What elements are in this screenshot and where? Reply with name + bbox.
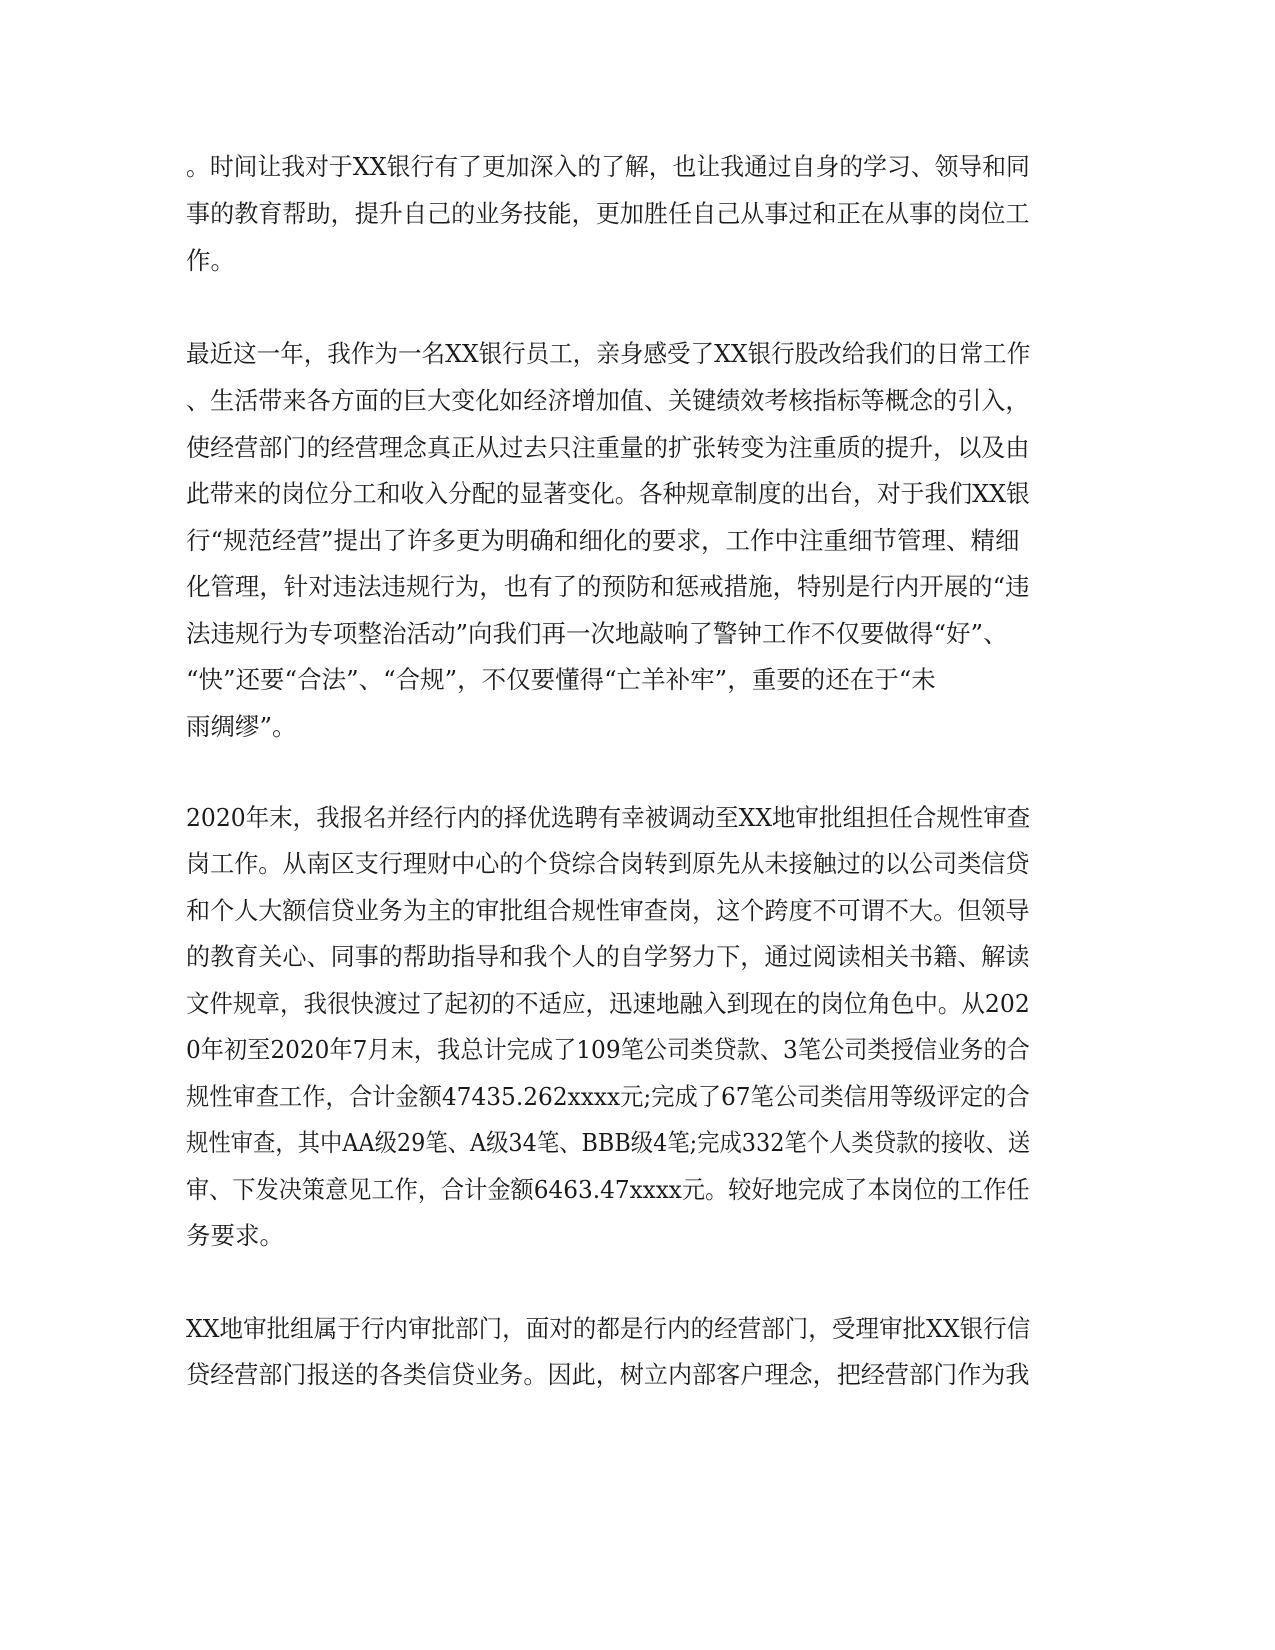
- text-line: 务要求。: [186, 1221, 284, 1250]
- text-line: 文件规章，我很快渡过了起初的不适应，迅速地融入到现在的岗位角色中。从202: [186, 989, 1030, 1018]
- text-line: XX地审批组属于行内审批部门，面对的都是行内的经营部门，受理审批XX银行信: [186, 1314, 1031, 1343]
- text-line: 化管理，针对违法违规行为，也有了的预防和惩戒措施，特别是行内开展的“违: [186, 572, 1030, 601]
- text-line: 和个人大额信贷业务为主的审批组合规性审查岗，这个跨度不可谓不大。但领导: [186, 896, 1030, 925]
- text-line: 法违规行为专项整治活动”向我们再一次地敲响了警钟工作不仅要做得“好”、: [186, 619, 1008, 648]
- text-line: 行“规范经营”提出了许多更为明确和细化的要求，工作中注重细节管理、精细: [186, 526, 1020, 555]
- text-line: 、生活带来各方面的巨大变化如经济增加值、关键绩效考核指标等概念的引入，: [186, 386, 1030, 415]
- text-line: 此带来的岗位分工和收入分配的显著变化。各种规章制度的出台，对于我们XX银: [186, 479, 1030, 508]
- text-line: 岗工作。从南区支行理财中心的个贷综合岗转到原先从未接触过的以公司类信贷: [186, 849, 1030, 878]
- text-line: 规性审查工作，合计金额47435.262xxxx元;完成了67笔公司类信用等级评定的合: [186, 1082, 1030, 1111]
- text-line: 。时间让我对于XX银行有了更加深入的了解，也让我通过自身的学习、领导和同: [186, 152, 1030, 181]
- text-line: 0年初至2020年7月末，我总计完成了109笔公司类贷款、3笔公司类授信业务的合: [186, 1035, 1030, 1064]
- text-line: 贷经营部门报送的各类信贷业务。因此，树立内部客户理念，把经营部门作为我: [186, 1360, 1030, 1389]
- text-line: 最近这一年，我作为一名XX银行员工，亲身感受了XX银行股改给我们的日常工作: [186, 339, 1031, 368]
- text-line: “快”还要“合法”、“合规”，不仅要懂得“亡羊补牢”，重要的还在于“未: [186, 665, 936, 694]
- text-line: 审、下发决策意见工作，合计金额6463.47xxxx元。较好地完成了本岗位的工作任: [186, 1175, 1030, 1204]
- text-line: 的教育关心、同事的帮助指导和我个人的自学努力下，通过阅读相关书籍、解读: [186, 942, 1030, 971]
- text-line: 2020年末，我报名并经行内的择优选聘有幸被调动至XX地审批组担任合规性审查: [186, 803, 1031, 832]
- text-line: 事的教育帮助，提升自己的业务技能，更加胜任自己从事过和正在从事的岗位工: [186, 199, 1030, 228]
- text-line: 雨绸缪”。: [186, 712, 297, 741]
- text-line: 规性审查，其中AA级29笔、A级34笔、BBB级4笔;完成332笔个人类贷款的接收、送: [186, 1128, 1031, 1157]
- text-line: 作。: [186, 246, 235, 275]
- text-line: 使经营部门的经营理念真正从过去只注重量的扩张转变为注重质的提升，以及由: [186, 433, 1030, 462]
